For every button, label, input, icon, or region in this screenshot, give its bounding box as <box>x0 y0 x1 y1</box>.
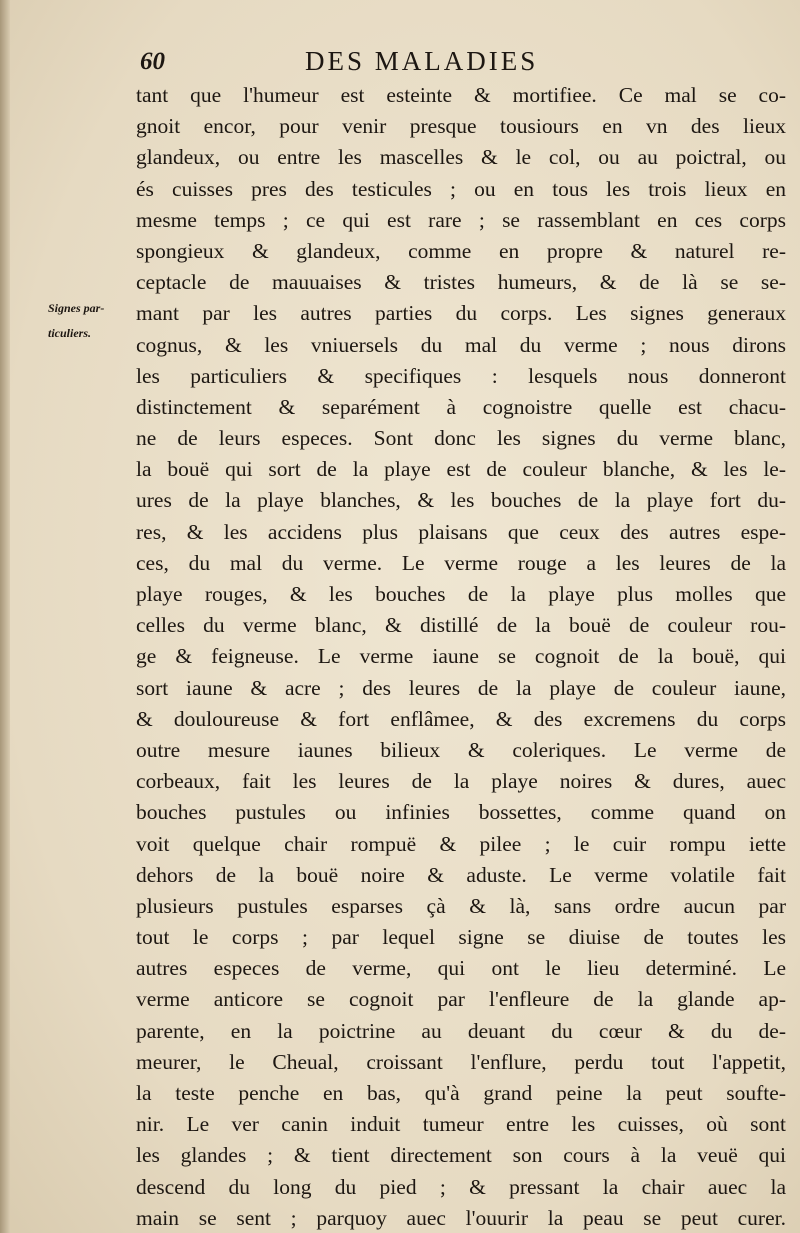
text-line: playe rouges, & les bouches de la playe plus molles que <box>136 582 786 606</box>
text-line: spongieux & glandeux, comme en propre & naturel re- <box>136 238 786 263</box>
text-line: ces, du mal du verme. Le verme rouge a les leures de la <box>136 550 786 575</box>
text-line: & douloureuse & fort enflâmee, & des excremens du corps <box>136 706 786 731</box>
text-line: cognus, & les vniuersels du mal du verme ; nous dirons <box>136 332 786 357</box>
margin-note <box>48 296 138 346</box>
margin-note-line: Signes par- <box>48 301 105 315</box>
text-line: celles du verme blanc, & distillé de la bouë de couleur rou- <box>136 613 786 638</box>
text-line: verme anticore se cognoit par l'enfleure de la glande ap- <box>136 987 786 1012</box>
text-line: és cuisses pres des testicules ; ou en tous les trois lieux en <box>136 176 786 201</box>
running-title: DES MALADIES <box>305 46 539 76</box>
text-line: voit quelque chair rompuë & pilee ; le cuir rompu iette <box>136 831 786 856</box>
text-line: ge & feigneuse. Le verme iaune se cognoit de la bouë, qui <box>136 644 786 669</box>
text-line: nir. Le ver canin induit tumeur entre les cuisses, où sont <box>136 1112 786 1137</box>
text-line: gnoit encor, pour venir presque tousiours en vn des lieux <box>136 114 786 139</box>
text-line: outre mesure iaunes bilieux & coleriques. Le verme de <box>136 737 786 762</box>
text-line: parente, en la poictrine au deuant du cœur & du de- <box>136 1018 786 1043</box>
text-line: res, & les accidens plus plaisans que ceux des autres espe- <box>136 519 786 544</box>
text-line: mesme temps ; ce qui est rare ; se rassemblant en ces corps <box>136 207 786 232</box>
text-line: main se sent ; parquoy auec l'ouurir la peau se peut curer. <box>136 1205 786 1230</box>
book-spine-edge <box>0 0 10 1233</box>
text-line: bouches pustules ou infinies bossettes, comme quand on <box>136 800 786 825</box>
text-line: les particuliers & specifiques : lesquels nous donneront <box>136 363 786 388</box>
text-line: ne de leurs especes. Sont donc les signes du verme blanc, <box>136 426 786 451</box>
body-text <box>136 80 786 1233</box>
page-header <box>140 42 760 78</box>
text-line: tant que l'humeur est esteinte & mortifiee. Ce mal se co- <box>136 83 786 107</box>
margin-note-line: ticuliers. <box>48 326 92 340</box>
page-number: 60 <box>140 48 165 75</box>
text-line: distinctement & separément à cognoistre quelle est chacu- <box>136 394 786 419</box>
text-line: mant par les autres parties du corps. Les signes generaux <box>136 301 786 326</box>
text-line: sort iaune & acre ; des leures de la playe de couleur iaune, <box>136 675 786 700</box>
text-line: corbeaux, fait les leures de la playe noires & dures, auec <box>136 769 786 794</box>
text-line: ures de la playe blanches, & les bouches de la playe fort du- <box>136 488 786 513</box>
text-line: dehors de la bouë noire & aduste. Le verme volatile fait <box>136 862 786 887</box>
text-line: meurer, le Cheual, croissant l'enflure, perdu tout l'appetit, <box>136 1049 786 1074</box>
text-line: descend du long du pied ; & pressant la chair auec la <box>136 1174 786 1199</box>
text-line: autres especes de verme, qui ont le lieu determiné. Le <box>136 956 786 981</box>
text-line: glandeux, ou entre les mascelles & le col, ou au poictral, ou <box>136 145 786 170</box>
text-line: les glandes ; & tient directement son cours à la veuë qui <box>136 1143 786 1168</box>
text-line: plusieurs pustules esparses çà & là, sans ordre aucun par <box>136 893 786 918</box>
text-line: ceptacle de mauuaises & tristes humeurs, & de là se se- <box>136 270 786 295</box>
text-line: tout le corps ; par lequel signe se diuise de toutes les <box>136 925 786 950</box>
text-line: la teste penche en bas, qu'à grand peine la peut soufte- <box>136 1081 786 1105</box>
text-line: la bouë qui sort de la playe est de couleur blanche, & les le- <box>136 457 786 482</box>
